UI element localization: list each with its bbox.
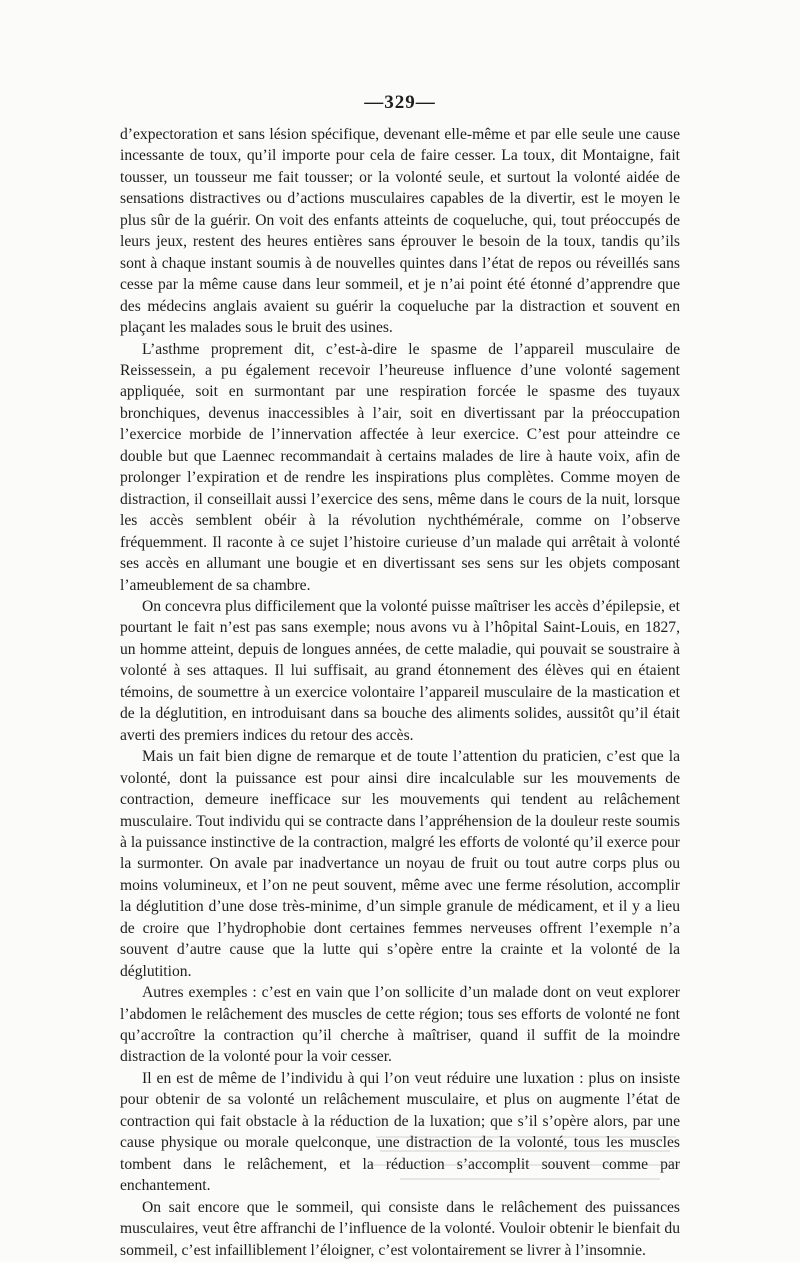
paragraph-expectoration: d’expectoration et sans lésion spécifique, devenant elle-même et par elle seule une cause incessante de toux, qu’il importe pour cela de faire cesser. La toux, dit Montaigne, fait tousser, un tousseur me fait tousser; or la volonté seule, et surtout la volonté aidée de sensations distractives ou d’actions musculaires capables de la divertir, est le moyen le plus sûr de la guérir. On voit des enfants atteints de coqueluche, qui, tout préoccupés de leurs jeux, restent des heures entières sans éprouver le besoin de la toux, tandis qu’ils sont à chaque instant soumis à de nouvelles quintes dans l’état de repos ou réveillés sans cesse par la même cause dans leur sommeil, et je n’ai point été étonné d’apprendre que des médecins anglais avaient su guérir la coqueluche par la distraction et souvent en plaçant les malades sous le bruit des usines. — [120, 126, 680, 337]
paragraph-luxation: Il en est de même de l’individu à qui l’on veut réduire une luxation : plus on insiste pour obtenir de sa volonté un relâchement musculaire, et plus on augmente l’état de contraction qui fait obstacle à la réduction de la luxation; que s’il s’opère alors, par une cause physique ou morale quelconque, une distraction de la volonté, tous les muscles tombent dans le relâchement, et la réduction s’accomplit souvent comme par enchantement. — [120, 1069, 680, 1195]
paragraph-asthme: L’asthme proprement dit, c’est-à-dire le spasme de l’appareil musculaire de Reissessein, a pu également recevoir l’heureuse influence d’une volonté sagement appliquée, soit en surmontant par une respiration forcée le spasme des tuyaux bronchiques, devenus inaccessibles à l’air, soit en divertissant par la préoccupation l’exercice morbide de l’innervation affectée à leur exercice. C’est pour atteindre ce double but que Laennec recommandait à certains malades de lire à haute voix, afin de prolonger l’expiration et de rendre les inspirations plus complètes. Comme moyen de distraction, il conseillait aussi l’exercice des sens, même dans le cours de la nuit, lorsque les accès semblent obéir à la révolution nychthémérale, comme on l’observe fréquemment. Il raconte à ce sujet l’histoire curieuse d’un malade qui arrêtait à volonté ses accès en allumant une bougie et en divertissant ses sens sur les objets composant l’ameublement de sa chambre. — [120, 340, 680, 594]
paragraph-relachement: Mais un fait bien digne de remarque et de toute l’attention du praticien, c’est que la volonté, dont la puissance est pour ainsi dire incalculable sur les mouvements de contraction, demeure inefficace sur les mouvements qui tendent au relâchement musculaire. Tout individu qui se contracte dans l’appréhension de la douleur reste soumis à la puissance instinctive de la contraction, malgré les efforts de volonté qu’il exerce pour la surmonter. On avale par inadvertance un noyau de fruit ou tout autre corps plus ou moins volumineux, et l’on ne peut souvent, même avec une ferme résolution, accomplir la déglutition d’une dose très-minime, d’un simple granule de médicament, et il y a lieu de croire que l’hydrophobie dont certaines femmes nerveuses offrent l’exemple n’a souvent d’autre cause que la lutte qui s’opère entre la crainte et la volonté de la déglutition. — [120, 748, 680, 980]
page-number: —329— — [364, 92, 436, 113]
paragraph-sommeil: On sait encore que le sommeil, qui consiste dans le relâchement des puissances musculaires, veut être affranchi de l’influence de la volonté. Vouloir obtenir le bienfait du sommeil, c’est infailliblement l’éloigner, c’est volontairement se livrer à l’insomnie. — [120, 1198, 680, 1259]
body-text — [120, 124, 680, 1261]
show-through-bleed — [360, 1130, 680, 1190]
show-through-texture — [360, 1130, 680, 1190]
paragraph-epilepsie: On concevra plus difficilement que la volonté puisse maîtriser les accès d’épilepsie, et pourtant le fait n’est pas sans exemple; nous avons vu à l’hôpital Saint-Louis, en 1827, un homme atteint, depuis de longues années, de cette maladie, qui pouvait se soustraire à volonté à ses attaques. Il lui suffisait, au grand étonnement des élèves qui en étaient témoins, de soumettre à un exercice volontaire l’appareil musculaire de la mastication et de la déglutition, en introduisant dans sa bouche des aliments solides, aussitôt qu’il était averti des premiers indices du retour des accès. — [120, 597, 680, 744]
paragraph-abdomen: Autres exemples : c’est en vain que l’on sollicite d’un malade dont on veut explorer l’abdomen le relâchement des muscles de cette région; tous ses efforts de volonté ne font qu’accroître la contraction qu’il cherche à maîtriser, quand il suffit de la moindre distraction de la volonté pour la voir cesser. — [120, 984, 680, 1066]
